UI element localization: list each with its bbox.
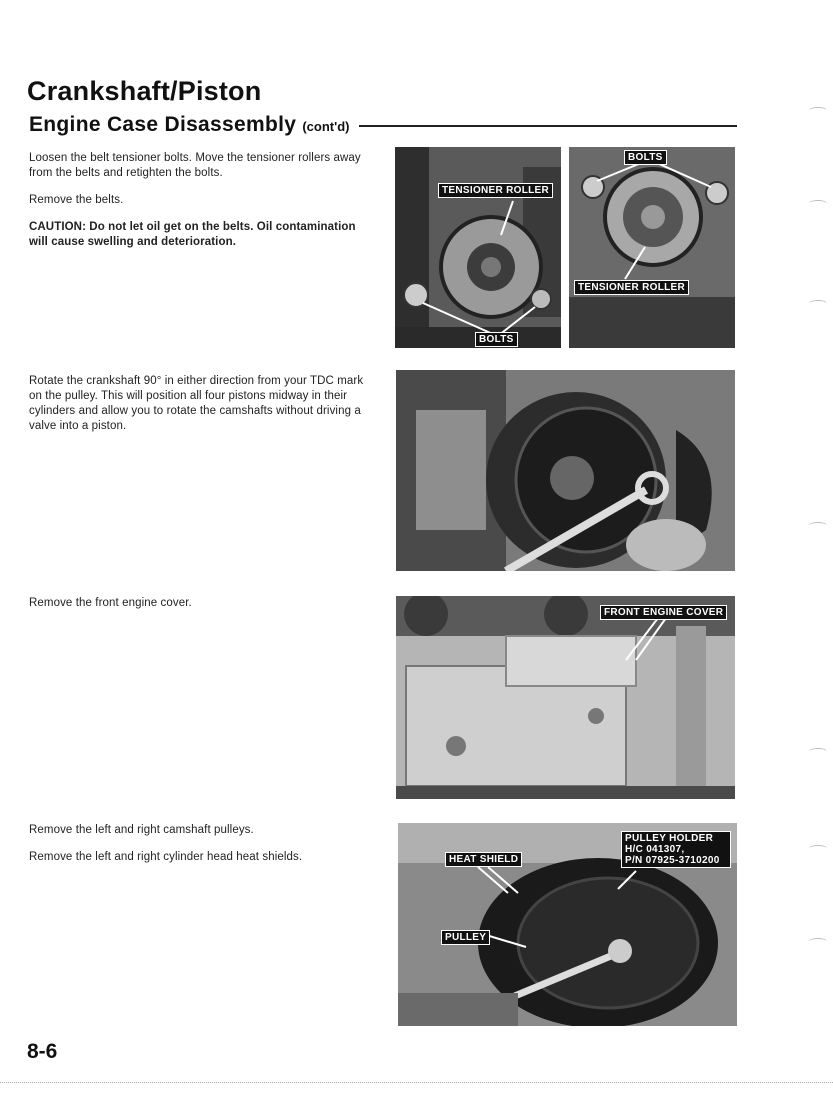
edge-mark xyxy=(809,107,827,114)
callout-heat-shield: HEAT SHIELD xyxy=(445,852,522,867)
edge-mark xyxy=(809,200,827,207)
pulley-holder-line-1: PULLEY HOLDER xyxy=(625,833,714,844)
figure-front-cover-photo xyxy=(396,596,735,799)
figure-tensioner-left-photo xyxy=(395,147,561,348)
step-4-paragraph-1: Remove the left and right camshaft pulleys. xyxy=(29,824,254,836)
step-2-text xyxy=(29,374,369,434)
edge-mark xyxy=(809,748,827,755)
pulley-holder-line-3: P/N 07925-3710200 xyxy=(625,855,720,866)
caution-note: CAUTION: Do not let oil get on the belts. Oil contamination will cause swelling and deterioration. xyxy=(29,221,356,248)
edge-mark xyxy=(809,522,827,529)
callout-pulley: PULLEY xyxy=(441,930,490,945)
callout-bolts: BOLTS xyxy=(624,150,667,165)
section-suffix: (cont'd) xyxy=(302,119,350,134)
section-title-text: Engine Case Disassembly xyxy=(29,113,297,136)
section-rule xyxy=(359,125,737,127)
page-title: Crankshaft/Piston xyxy=(27,76,262,106)
tensioner-left-illustration xyxy=(395,147,561,348)
crankshaft-illustration xyxy=(396,370,735,571)
callout-tensioner-roller: TENSIONER ROLLER xyxy=(438,183,553,198)
step-3-paragraph-1: Remove the front engine cover. xyxy=(29,597,192,609)
step-1-text xyxy=(29,151,367,250)
step-1-paragraph-1: Loosen the belt tensioner bolts. Move the tensioner rollers away from the belts and retighten the bolts. xyxy=(29,152,361,179)
callout-bolts: BOLTS xyxy=(475,332,518,347)
page-number: 8-6 xyxy=(27,1040,58,1063)
figure-tensioner-right-photo xyxy=(569,147,735,348)
step-2-paragraph-1: Rotate the crankshaft 90° in either direction from your TDC mark on the pulley. This will position all four pistons midway in their cylinders and allow you to rotate the camshafts without driving a valve into a piston. xyxy=(29,375,364,432)
edge-mark xyxy=(809,300,827,307)
front-cover-illustration xyxy=(396,596,735,799)
step-4-paragraph-2: Remove the left and right cylinder head heat shields. xyxy=(29,851,303,863)
pulley-holder-line-2: H/C 041307, xyxy=(625,844,685,855)
section-title xyxy=(29,113,349,137)
callout-front-engine-cover: FRONT ENGINE COVER xyxy=(600,605,727,620)
step-1-paragraph-2: Remove the belts. xyxy=(29,194,124,206)
step-3-text xyxy=(29,596,369,611)
figure-pulley-photo xyxy=(398,823,737,1026)
callout-pulley-holder xyxy=(621,831,731,868)
step-4-text xyxy=(29,823,369,865)
tensioner-right-illustration xyxy=(569,147,735,348)
callout-tensioner-roller: TENSIONER ROLLER xyxy=(574,280,689,295)
section-header xyxy=(29,113,737,137)
bottom-rule xyxy=(0,1082,833,1083)
edge-mark xyxy=(809,845,827,852)
figure-crankshaft-photo xyxy=(396,370,735,571)
edge-mark xyxy=(809,938,827,945)
